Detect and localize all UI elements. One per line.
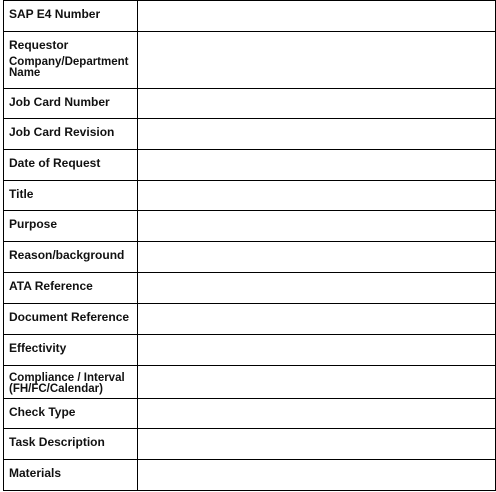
label-check-type bbox=[4, 399, 138, 429]
label-text: SAP E4 Number bbox=[9, 7, 101, 21]
label-compliance-interval bbox=[4, 366, 138, 399]
value-task-description[interactable] bbox=[138, 429, 496, 460]
form-row-compliance-interval bbox=[4, 366, 496, 399]
value-requestor[interactable] bbox=[138, 32, 496, 89]
label-text: Materials bbox=[9, 466, 62, 480]
label-text: Reason/background bbox=[9, 248, 125, 262]
label-date-of-request bbox=[4, 150, 138, 181]
value-title[interactable] bbox=[138, 181, 496, 211]
value-effectivity[interactable] bbox=[138, 335, 496, 366]
label-job-card-number bbox=[4, 89, 138, 119]
form-row-reason-background bbox=[4, 242, 496, 273]
label-document-reference bbox=[4, 304, 138, 335]
value-date-of-request[interactable] bbox=[138, 150, 496, 181]
label-materials bbox=[4, 460, 138, 491]
value-job-card-number[interactable] bbox=[138, 89, 496, 119]
label-text: Purpose bbox=[9, 217, 58, 231]
value-ata-reference[interactable] bbox=[138, 273, 496, 304]
label-text: Job Card Revision bbox=[9, 125, 115, 139]
label-sap-e4-number bbox=[4, 1, 138, 32]
label-text: Job Card Number bbox=[9, 95, 110, 109]
form-row-ata-reference bbox=[4, 273, 496, 304]
value-materials[interactable] bbox=[138, 460, 496, 491]
form-row-effectivity bbox=[4, 335, 496, 366]
value-compliance-interval[interactable] bbox=[138, 366, 496, 399]
label-text: Requestor bbox=[9, 38, 69, 52]
label-text: ATA Reference bbox=[9, 279, 93, 293]
label-reason-background bbox=[4, 242, 138, 273]
label-requestor bbox=[4, 32, 138, 89]
form-row-date-of-request bbox=[4, 150, 496, 181]
form-row-job-card-number bbox=[4, 89, 496, 119]
form-row-materials bbox=[4, 460, 496, 491]
label-ata-reference bbox=[4, 273, 138, 304]
form-row-job-card-revision bbox=[4, 119, 496, 150]
value-purpose[interactable] bbox=[138, 211, 496, 242]
label-text: Task Description bbox=[9, 435, 105, 449]
value-reason-background[interactable] bbox=[138, 242, 496, 273]
form-row-sap-e4-number bbox=[4, 1, 496, 32]
label-text: Date of Request bbox=[9, 156, 101, 170]
label-purpose bbox=[4, 211, 138, 242]
label-task-description bbox=[4, 429, 138, 460]
label-title bbox=[4, 181, 138, 211]
job-card-request-form bbox=[3, 0, 496, 491]
form-row-requestor bbox=[4, 32, 496, 89]
form-row-task-description bbox=[4, 429, 496, 460]
value-job-card-revision[interactable] bbox=[138, 119, 496, 150]
form-row-check-type bbox=[4, 399, 496, 429]
label-job-card-revision bbox=[4, 119, 138, 150]
form-row-purpose bbox=[4, 211, 496, 242]
value-check-type[interactable] bbox=[138, 399, 496, 429]
form-row-document-reference bbox=[4, 304, 496, 335]
value-sap-e4-number[interactable] bbox=[138, 1, 496, 32]
label-text: Document Reference bbox=[9, 310, 130, 324]
label-effectivity bbox=[4, 335, 138, 366]
value-document-reference[interactable] bbox=[138, 304, 496, 335]
label-text: Effectivity bbox=[9, 341, 67, 355]
label-text: Check Type bbox=[9, 405, 76, 419]
label-subtext: Company/Department Name bbox=[9, 56, 129, 79]
form-row-title bbox=[4, 181, 496, 211]
label-text: Title bbox=[9, 187, 34, 201]
label-text: Compliance / Interval (FH/FC/Calendar) bbox=[9, 372, 125, 395]
